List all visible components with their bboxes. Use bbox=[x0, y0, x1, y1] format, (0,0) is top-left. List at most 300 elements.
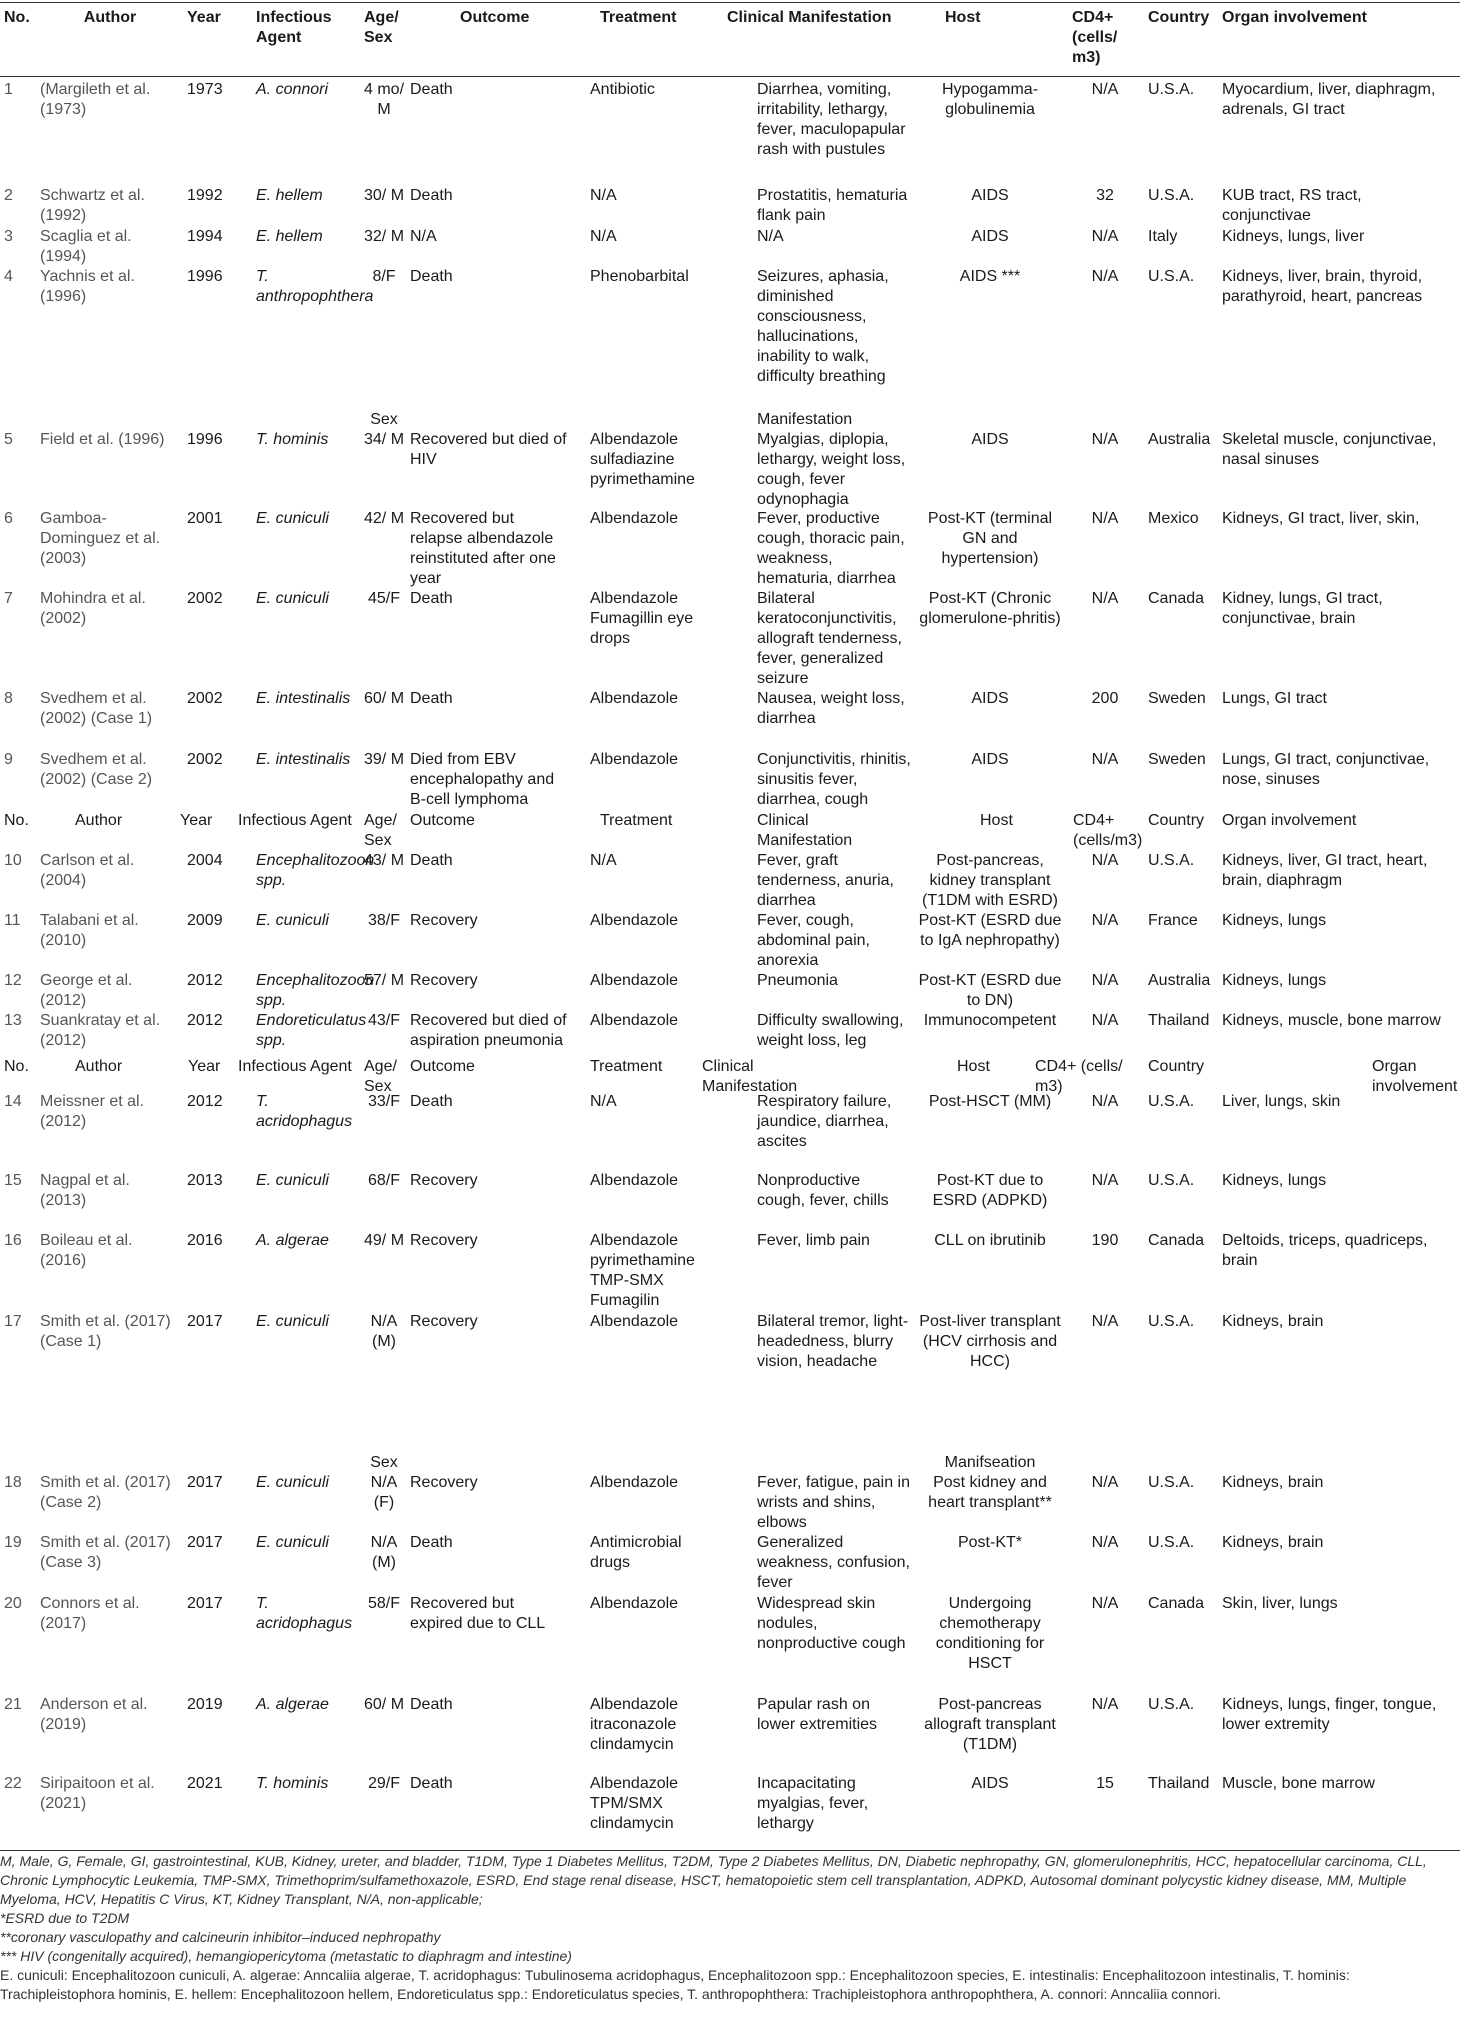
repeat-header-organ: Organ involvement bbox=[1372, 1058, 1458, 1095]
cell-organ: Lungs, GI tract bbox=[1222, 690, 1327, 707]
cell-treatment: Albendazole itraconazole clindamycin bbox=[590, 1696, 679, 1753]
cell-agesex: 60/ M bbox=[364, 1696, 405, 1713]
cell-cd4: 32 bbox=[1096, 187, 1114, 204]
cell-host: Post-HSCT (MM) bbox=[928, 1093, 1052, 1110]
repeat-header-year: Year bbox=[188, 1058, 221, 1075]
cell-treatment: Albendazole bbox=[590, 912, 679, 929]
cell-agent: E. intestinalis bbox=[256, 751, 351, 768]
cell-country: Australia bbox=[1148, 972, 1211, 989]
cell-organ: Myocardium, liver, diaphragm, adrenals, GI tract bbox=[1222, 81, 1436, 118]
cell-no: 7 bbox=[4, 590, 13, 607]
cell-agesex: 42/ M bbox=[364, 510, 405, 527]
cell-country: Canada bbox=[1148, 590, 1205, 607]
cell-organ: Kidneys, lungs bbox=[1222, 912, 1327, 929]
cell-organ: Kidney, lungs, GI tract, conjunctivae, brain bbox=[1222, 590, 1383, 627]
cell-host: CLL on ibrutinib bbox=[934, 1232, 1046, 1249]
header-host: Host bbox=[945, 9, 981, 26]
cell-year: 2017 bbox=[187, 1595, 223, 1612]
cell-cd4: N/A bbox=[1091, 1474, 1119, 1491]
cell-year: 2021 bbox=[187, 1775, 223, 1792]
cell-outcome: N/A bbox=[410, 228, 437, 245]
cell-organ: Liver, lungs, skin bbox=[1222, 1093, 1341, 1110]
cell-agent: E. hellem bbox=[256, 228, 323, 245]
cell-no: 12 bbox=[4, 972, 22, 989]
cell-host: AIDS bbox=[971, 187, 1009, 204]
cell-agent: E. cuniculi bbox=[256, 1534, 329, 1551]
cell-outcome: Death bbox=[410, 268, 453, 285]
cell-author: Connors et al. (2017) bbox=[40, 1595, 140, 1632]
cell-host: Post-pancreas, kidney transplant (T1DM with ESRD) bbox=[921, 852, 1058, 909]
cell-clinical: Fever, limb pain bbox=[757, 1232, 870, 1249]
cell-agesex: 32/ M bbox=[364, 228, 405, 245]
cell-year: 2017 bbox=[187, 1313, 223, 1330]
cell-outcome: Recovery bbox=[410, 1474, 478, 1491]
cell-no: 1 bbox=[4, 81, 13, 98]
cell-agesex: 8/F bbox=[372, 268, 396, 285]
cell-agent: E. intestinalis bbox=[256, 690, 351, 707]
cell-no: 22 bbox=[4, 1775, 22, 1792]
cell-no: 6 bbox=[4, 510, 13, 527]
cell-year: 2016 bbox=[187, 1232, 223, 1249]
cell-cd4: N/A bbox=[1091, 590, 1119, 607]
cell-country: U.S.A. bbox=[1148, 1534, 1195, 1551]
cell-host: Manifseation bbox=[944, 1454, 1036, 1471]
cell-treatment: Albendazole bbox=[590, 690, 679, 707]
cell-outcome: Death bbox=[410, 690, 453, 707]
cell-country: U.S.A. bbox=[1148, 81, 1195, 98]
cell-clinical: Widespread skin nodules, nonproductive cough bbox=[757, 1595, 906, 1652]
cell-treatment: Albendazole bbox=[590, 510, 679, 527]
cell-no: 9 bbox=[4, 751, 13, 768]
cell-treatment: Antibiotic bbox=[590, 81, 655, 98]
cell-treatment: Albendazole bbox=[590, 751, 679, 768]
cell-host: AIDS bbox=[971, 1775, 1009, 1792]
cell-country: Canada bbox=[1148, 1232, 1205, 1249]
cell-clinical: Nausea, weight loss, diarrhea bbox=[757, 690, 905, 727]
cell-host: AIDS *** bbox=[959, 268, 1021, 285]
cell-agesex: 68/F bbox=[367, 1172, 400, 1189]
cell-organ: Lungs, GI tract, conjunctivae, nose, sinuses bbox=[1222, 751, 1430, 788]
cell-host: Post-KT (ESRD due to DN) bbox=[918, 972, 1062, 1009]
cell-country: U.S.A. bbox=[1148, 187, 1195, 204]
repeat-header-country: Country bbox=[1148, 1058, 1205, 1075]
cell-outcome: Recovery bbox=[410, 972, 478, 989]
repeat-header-outcome: Outcome bbox=[410, 1058, 475, 1075]
cell-year: 2002 bbox=[187, 751, 223, 768]
cell-agesex: N/A (M) bbox=[370, 1534, 398, 1571]
cell-treatment: N/A bbox=[590, 228, 617, 245]
cell-year: 2009 bbox=[187, 912, 223, 929]
cell-cd4: N/A bbox=[1091, 431, 1119, 448]
cell-country: Sweden bbox=[1148, 751, 1206, 768]
cell-no: 20 bbox=[4, 1595, 22, 1612]
cell-cd4: 200 bbox=[1091, 690, 1119, 707]
repeat-header-year: Year bbox=[180, 812, 213, 829]
cell-no: 15 bbox=[4, 1172, 22, 1189]
cell-year: 2002 bbox=[187, 590, 223, 607]
cell-no: 18 bbox=[4, 1474, 22, 1491]
cell-agent: E. hellem bbox=[256, 187, 323, 204]
cell-author: Svedhem et al. (2002) (Case 2) bbox=[40, 751, 153, 788]
cell-clinical: Fever, graft tenderness, anuria, diarrhea bbox=[757, 852, 894, 909]
cell-agesex: 30/ M bbox=[364, 187, 405, 204]
repeat-header-agent: Infectious Agent bbox=[238, 1058, 352, 1075]
cell-no: 19 bbox=[4, 1534, 22, 1551]
cell-no: 21 bbox=[4, 1696, 22, 1713]
header-organ: Organ involvement bbox=[1222, 9, 1367, 26]
header-author: Author bbox=[83, 9, 137, 26]
header-rule bbox=[0, 76, 1460, 77]
cell-no: 17 bbox=[4, 1313, 22, 1330]
cell-agent: E. cuniculi bbox=[256, 1474, 329, 1491]
footnote-2: **coronary vasculopathy and calcineurin inhibitor–induced nephropathy bbox=[0, 1929, 441, 1945]
cell-country: Italy bbox=[1148, 228, 1178, 245]
cell-country: Australia bbox=[1148, 431, 1211, 448]
cell-agesex: 49/ M bbox=[364, 1232, 405, 1249]
footnote-abbreviations: M, Male, G, Female, GI, gastrointestinal, KUB, Kidney, ureter, and bladder, T1DM, Type 1 Diabetes Mellitus, T2DM, Type 2 Diabetes Mellitus, DN, Diabetic nephropathy, GN, glomerulonephritis, HCC, hepatocellular carcinoma, CLL, Chronic Lymphocytic Leukemia, TMP-SMX, Trimethoprim/sulfamethoxazole, ESRD, End stage renal disease, HSCT, hematopoietic stem cell transplantation, ADPKD, Autosomal dominant polycystic kidney disease, MM, Multiple Myeloma, HCV, Hepatitis C Virus, KT, Kidney Transplant, N/A, non-applicable; bbox=[0, 1853, 1427, 1907]
cell-host: AIDS bbox=[971, 690, 1009, 707]
cell-outcome: Death bbox=[410, 1696, 453, 1713]
cell-author: Schwartz et al. (1992) bbox=[40, 187, 145, 224]
cell-clinical: Fever, cough, abdominal pain, anorexia bbox=[757, 912, 870, 969]
cell-no: 16 bbox=[4, 1232, 22, 1249]
cell-country: U.S.A. bbox=[1148, 1093, 1195, 1110]
cell-treatment: Phenobarbital bbox=[590, 268, 689, 285]
cell-clinical: Pneumonia bbox=[757, 972, 838, 989]
cell-treatment: Albendazole pyrimethamine TMP-SMX Fumagilin bbox=[590, 1232, 695, 1309]
cell-cd4: N/A bbox=[1091, 751, 1119, 768]
cell-country: Sweden bbox=[1148, 690, 1206, 707]
cell-organ: KUB tract, RS tract, conjunctivae bbox=[1222, 187, 1362, 224]
cell-no: 11 bbox=[4, 912, 21, 929]
cell-outcome: Died from EBV encephalopathy and B-cell lymphoma bbox=[410, 751, 555, 808]
cell-author: Mohindra et al. (2002) bbox=[40, 590, 146, 627]
cell-agesex: 4 mo/ M bbox=[364, 81, 405, 118]
cell-clinical: Papular rash on lower extremities bbox=[757, 1696, 878, 1733]
cell-year: 1996 bbox=[187, 431, 223, 448]
cell-treatment: Albendazole Fumagillin eye drops bbox=[590, 590, 694, 647]
cell-cd4: N/A bbox=[1091, 1696, 1119, 1713]
cell-clinical: Manifestation bbox=[757, 411, 853, 428]
top-rule bbox=[0, 2, 1460, 3]
header-agent: Infectious Agent bbox=[256, 9, 332, 46]
cell-organ: Kidneys, brain bbox=[1222, 1313, 1324, 1330]
cell-host: Immunocompetent bbox=[923, 1012, 1057, 1029]
cell-treatment: Albendazole TPM/SMX clindamycin bbox=[590, 1775, 679, 1832]
cell-year: 2004 bbox=[187, 852, 223, 869]
repeat-header-author: Author bbox=[75, 812, 123, 829]
cell-author: Boileau et al. (2016) bbox=[40, 1232, 133, 1269]
cell-year: 2001 bbox=[187, 510, 223, 527]
cell-author: (Margileth et al. (1973) bbox=[40, 81, 151, 118]
cell-agent: E. cuniculi bbox=[256, 590, 329, 607]
repeat-header-clinical: Clinical Manifestation bbox=[702, 1058, 798, 1095]
cell-host: Post-KT (ESRD due to IgA nephropathy) bbox=[918, 912, 1062, 949]
cell-clinical: N/A bbox=[757, 228, 784, 245]
cell-outcome: Recovery bbox=[410, 1172, 478, 1189]
repeat-header-treatment: Treatment bbox=[590, 1058, 663, 1075]
cell-cd4: N/A bbox=[1091, 1534, 1119, 1551]
cell-author: Smith et al. (2017) (Case 3) bbox=[40, 1534, 171, 1571]
header-country: Country bbox=[1148, 9, 1210, 26]
footnote-species: E. cuniculi: Encephalitozoon cuniculi, A. algerae: Anncaliia algerae, T. acridophagus: Tubulinosema acridophagus, Encephalitozoon spp.: Encephalitozoon species, E. intestinalis: Encephalitozoon intestinalis, T. hominis: Trachipleistophora hominis, E. hellem: Encephalitozoon hellem, Endoreticulatus spp.: Endoreticulatus species, T. anthropophthera: Trachipleistophora anthropophthera, A. connori: Anncaliia connori. bbox=[0, 1967, 1350, 2002]
cell-year: 2002 bbox=[187, 690, 223, 707]
cell-agent: T. acridophagus bbox=[256, 1093, 353, 1130]
cell-host: Post-KT* bbox=[957, 1534, 1022, 1551]
cell-clinical: Fever, fatigue, pain in wrists and shins, elbows bbox=[757, 1474, 910, 1531]
repeat-header-cd4: CD4+ (cells/m3) bbox=[1073, 812, 1143, 849]
cell-country: Canada bbox=[1148, 1595, 1205, 1612]
cell-year: 1973 bbox=[187, 81, 223, 98]
table-footnotes bbox=[0, 1852, 1460, 2004]
cell-agent: Encephalitozoon spp. bbox=[256, 852, 375, 889]
header-year: Year bbox=[187, 9, 221, 26]
repeat-header-no: No. bbox=[4, 1058, 29, 1075]
cell-country: France bbox=[1148, 912, 1198, 929]
cell-treatment: Antimicrobial drugs bbox=[590, 1534, 682, 1571]
cell-no: 4 bbox=[4, 268, 13, 285]
cell-cd4: N/A bbox=[1091, 1093, 1119, 1110]
cell-host: Undergoing chemotherapy conditioning for HSCT bbox=[935, 1595, 1045, 1672]
cell-no: 5 bbox=[4, 431, 13, 448]
cell-agent: E. cuniculi bbox=[256, 1313, 329, 1330]
cell-treatment: Albendazole bbox=[590, 1012, 679, 1029]
cell-treatment: N/A bbox=[590, 852, 617, 869]
cell-treatment: N/A bbox=[590, 1093, 617, 1110]
cell-agesex: 43/ M bbox=[364, 852, 405, 869]
cell-agent: T. hominis bbox=[256, 431, 329, 448]
cell-agent: T. hominis bbox=[256, 1775, 329, 1792]
cell-agesex: 33/F bbox=[367, 1093, 400, 1110]
cell-cd4: N/A bbox=[1091, 228, 1119, 245]
cell-cd4: N/A bbox=[1091, 268, 1119, 285]
cell-organ: Skeletal muscle, conjunctivae, nasal sinuses bbox=[1222, 431, 1437, 468]
cell-host: Post-KT (terminal GN and hypertension) bbox=[927, 510, 1053, 567]
header-treatment: Treatment bbox=[600, 9, 677, 26]
cell-country: U.S.A. bbox=[1148, 1313, 1195, 1330]
repeat-header-agesex: Age/ Sex bbox=[364, 1058, 397, 1095]
repeat-header-agesex: Age/ Sex bbox=[364, 812, 397, 849]
cell-no: 8 bbox=[4, 690, 13, 707]
repeat-header-author: Author bbox=[75, 1058, 123, 1075]
cell-clinical: Difficulty swallowing, weight loss, leg bbox=[757, 1012, 904, 1049]
cell-outcome: Death bbox=[410, 81, 453, 98]
cell-host: Hypogamma-globulinemia bbox=[941, 81, 1039, 118]
cell-agesex: 43/F bbox=[367, 1012, 400, 1029]
cell-host: AIDS bbox=[971, 431, 1009, 448]
repeat-header-outcome: Outcome bbox=[410, 812, 475, 829]
cell-agent: T. acridophagus bbox=[256, 1595, 353, 1632]
cell-outcome: Recovery bbox=[410, 1313, 478, 1330]
cell-agesex: 60/ M bbox=[364, 690, 405, 707]
cell-organ: Kidneys, brain bbox=[1222, 1534, 1324, 1551]
repeat-header-no: No. bbox=[4, 812, 29, 829]
cell-agesex: N/A (M) bbox=[370, 1313, 398, 1350]
cell-author: Siripaitoon et al. (2021) bbox=[40, 1775, 155, 1812]
cell-organ: Skin, liver, lungs bbox=[1222, 1595, 1338, 1612]
cell-clinical: Diarrhea, vomiting, irritability, lethargy, fever, maculopapular rash with pustules bbox=[757, 81, 906, 158]
cell-cd4: N/A bbox=[1091, 972, 1119, 989]
cell-author: Gamboa-Dominguez et al. (2003) bbox=[40, 510, 161, 567]
header-clinical: Clinical Manifestation bbox=[727, 9, 892, 26]
cell-clinical: Conjunctivitis, rhinitis, sinusitis fever, diarrhea, cough bbox=[757, 751, 911, 808]
repeat-header-host: Host bbox=[957, 1058, 990, 1075]
cell-treatment: N/A bbox=[590, 187, 617, 204]
cell-author: Nagpal et al. (2013) bbox=[40, 1172, 130, 1209]
cell-host: Post-pancreas allograft transplant (T1DM) bbox=[924, 1696, 1056, 1753]
repeat-header-treatment: Treatment bbox=[600, 812, 673, 829]
cell-clinical: Fever, productive cough, thoracic pain, weakness, hematuria, diarrhea bbox=[757, 510, 905, 587]
cell-organ: Kidneys, GI tract, liver, skin, bbox=[1222, 510, 1420, 527]
repeat-header-clinical: Clinical Manifestation bbox=[757, 812, 853, 849]
cell-host: Post-liver transplant (HCV cirrhosis and HCC) bbox=[919, 1313, 1061, 1370]
cell-organ: Deltoids, triceps, quadriceps, brain bbox=[1222, 1232, 1428, 1269]
cell-agent: E. cuniculi bbox=[256, 1172, 329, 1189]
cell-agesex: 57/ M bbox=[364, 972, 405, 989]
cell-year: 1994 bbox=[187, 228, 223, 245]
repeat-header-organ: Organ involvement bbox=[1222, 812, 1357, 829]
cell-cd4: N/A bbox=[1091, 852, 1119, 869]
cell-cd4: N/A bbox=[1091, 81, 1119, 98]
cell-cd4: 15 bbox=[1096, 1775, 1114, 1792]
cell-author: Carlson et al. (2004) bbox=[40, 852, 135, 889]
cell-country: U.S.A. bbox=[1148, 852, 1195, 869]
cell-organ: Kidneys, lungs, finger, tongue, lower extremity bbox=[1222, 1696, 1437, 1733]
header-agesex: Age/ Sex bbox=[364, 9, 399, 46]
cell-agesex: 45/F bbox=[367, 590, 400, 607]
cell-year: 1996 bbox=[187, 268, 223, 285]
cell-organ: Kidneys, brain bbox=[1222, 1474, 1324, 1491]
cell-clinical: Generalized weakness, confusion, fever bbox=[757, 1534, 910, 1591]
cell-country: U.S.A. bbox=[1148, 1696, 1195, 1713]
cell-agesex: Sex bbox=[370, 411, 398, 428]
cell-host: Post-KT due to ESRD (ADPKD) bbox=[932, 1172, 1048, 1209]
bottom-rule bbox=[0, 1850, 1460, 1851]
cell-author: Suankratay et al. (2012) bbox=[40, 1012, 161, 1049]
cell-host: Post-KT (Chronic glomerulone-phritis) bbox=[919, 590, 1061, 627]
cell-outcome: Recovered but relapse albendazole reinstituted after one year bbox=[410, 510, 556, 587]
cell-agent: A. algerae bbox=[256, 1696, 329, 1713]
cell-organ: Kidneys, lungs bbox=[1222, 972, 1327, 989]
cell-clinical: Bilateral keratoconjunctivitis, allograft tenderness, fever, generalized seizure bbox=[757, 590, 902, 687]
cell-author: Svedhem et al. (2002) (Case 1) bbox=[40, 690, 153, 727]
cell-organ: Kidneys, lungs bbox=[1222, 1172, 1327, 1189]
cell-outcome: Death bbox=[410, 590, 453, 607]
cell-cd4: N/A bbox=[1091, 1313, 1119, 1330]
cell-outcome: Death bbox=[410, 1534, 453, 1551]
cell-agent: A. algerae bbox=[256, 1232, 329, 1249]
cell-outcome: Recovery bbox=[410, 912, 478, 929]
cell-agent: A. connori bbox=[256, 81, 329, 98]
cell-host: AIDS bbox=[971, 228, 1009, 245]
cell-author: Anderson et al. (2019) bbox=[40, 1696, 148, 1733]
cell-cd4: N/A bbox=[1091, 912, 1119, 929]
cell-outcome: Death bbox=[410, 852, 453, 869]
cell-treatment: Albendazole bbox=[590, 1595, 679, 1612]
cell-clinical: Incapacitating myalgias, fever, lethargy bbox=[757, 1775, 869, 1832]
cell-clinical: Seizures, aphasia, diminished consciousness, hallucinations, inability to walk, difficulty breathing bbox=[757, 268, 889, 385]
cell-no: 2 bbox=[4, 187, 13, 204]
cell-author: Smith et al. (2017) (Case 1) bbox=[40, 1313, 171, 1350]
cell-agent: T. anthropophthera bbox=[256, 268, 374, 305]
cell-year: 2019 bbox=[187, 1696, 223, 1713]
cell-organ: Kidneys, muscle, bone marrow bbox=[1222, 1012, 1441, 1029]
cell-outcome: Recovered but expired due to CLL bbox=[410, 1595, 546, 1632]
cell-agesex: 39/ M bbox=[364, 751, 405, 768]
repeat-header-host: Host bbox=[980, 812, 1013, 829]
cell-treatment: Albendazole bbox=[590, 1313, 679, 1330]
cell-no: 10 bbox=[4, 852, 22, 869]
cell-outcome: Recovered but died of HIV bbox=[410, 431, 567, 468]
cell-no: 13 bbox=[4, 1012, 22, 1029]
cell-agent: Endoreticulatus spp. bbox=[256, 1012, 367, 1049]
cell-no: 3 bbox=[4, 228, 13, 245]
cell-outcome: Recovery bbox=[410, 1232, 478, 1249]
cell-organ: Kidneys, liver, brain, thyroid, parathyroid, heart, pancreas bbox=[1222, 268, 1423, 305]
repeat-header-country: Country bbox=[1148, 812, 1205, 829]
cell-author: Scaglia et al. (1994) bbox=[40, 228, 132, 265]
cell-clinical: Bilateral tremor, light-headedness, blurry vision, headache bbox=[757, 1313, 909, 1370]
cell-country: Thailand bbox=[1148, 1012, 1210, 1029]
cell-outcome: Death bbox=[410, 1093, 453, 1110]
cell-no: 14 bbox=[4, 1093, 22, 1110]
cell-cd4: N/A bbox=[1091, 510, 1119, 527]
cell-organ: Muscle, bone marrow bbox=[1222, 1775, 1375, 1792]
cell-outcome: Death bbox=[410, 187, 453, 204]
cell-author: George et al. (2012) bbox=[40, 972, 133, 1009]
cell-outcome: Recovered but died of aspiration pneumonia bbox=[410, 1012, 567, 1049]
cell-host: AIDS bbox=[971, 751, 1009, 768]
cell-author: Field et al. (1996) bbox=[40, 431, 165, 448]
cell-clinical: Respiratory failure, jaundice, diarrhea, ascites bbox=[757, 1093, 892, 1150]
cell-author: Smith et al. (2017) (Case 2) bbox=[40, 1474, 171, 1511]
cell-treatment: Albendazole bbox=[590, 1474, 679, 1491]
footnote-3: *** HIV (congenitally acquired), hemangiopericytoma (metastatic to diaphragm and intestine) bbox=[0, 1948, 572, 1964]
cell-country: U.S.A. bbox=[1148, 1474, 1195, 1491]
cell-year: 2012 bbox=[187, 972, 223, 989]
cell-cd4: N/A bbox=[1091, 1595, 1119, 1612]
cell-country: Thailand bbox=[1148, 1775, 1210, 1792]
cell-agesex: 58/F bbox=[367, 1595, 400, 1612]
header-outcome: Outcome bbox=[460, 9, 530, 26]
header-cd4: CD4+ (cells/ m3) bbox=[1072, 9, 1118, 66]
cell-agent: E. cuniculi bbox=[256, 510, 329, 527]
footnote-1: *ESRD due to T2DM bbox=[0, 1910, 130, 1926]
cell-country: U.S.A. bbox=[1148, 1172, 1195, 1189]
cell-agent: E. cuniculi bbox=[256, 912, 329, 929]
cell-agent: Encephalitozoon spp. bbox=[256, 972, 375, 1009]
cell-year: 2012 bbox=[187, 1012, 223, 1029]
cell-treatment: Albendazole sulfadiazine pyrimethamine bbox=[590, 431, 695, 488]
cell-agesex: N/A (F) bbox=[370, 1474, 398, 1511]
cell-year: 2013 bbox=[187, 1172, 223, 1189]
cell-organ: Kidneys, liver, GI tract, heart, brain, diaphragm bbox=[1222, 852, 1428, 889]
cell-clinical: Nonproductive cough, fever, chills bbox=[757, 1172, 889, 1209]
cell-year: 2017 bbox=[187, 1474, 223, 1491]
header-no: No. bbox=[4, 9, 30, 26]
cell-year: 2012 bbox=[187, 1093, 223, 1110]
cell-agesex: 34/ M bbox=[364, 431, 405, 448]
cell-outcome: Death bbox=[410, 1775, 453, 1792]
cell-author: Talabani et al. (2010) bbox=[40, 912, 139, 949]
cell-country: U.S.A. bbox=[1148, 268, 1195, 285]
cell-treatment: Albendazole bbox=[590, 972, 679, 989]
cell-cd4: 190 bbox=[1091, 1232, 1119, 1249]
cell-organ: Kidneys, lungs, liver bbox=[1222, 228, 1365, 245]
cell-clinical: Prostatitis, hematuria flank pain bbox=[757, 187, 908, 224]
cell-author: Yachnis et al. (1996) bbox=[40, 268, 135, 305]
cell-host: Post kidney and heart transplant** bbox=[928, 1474, 1052, 1511]
